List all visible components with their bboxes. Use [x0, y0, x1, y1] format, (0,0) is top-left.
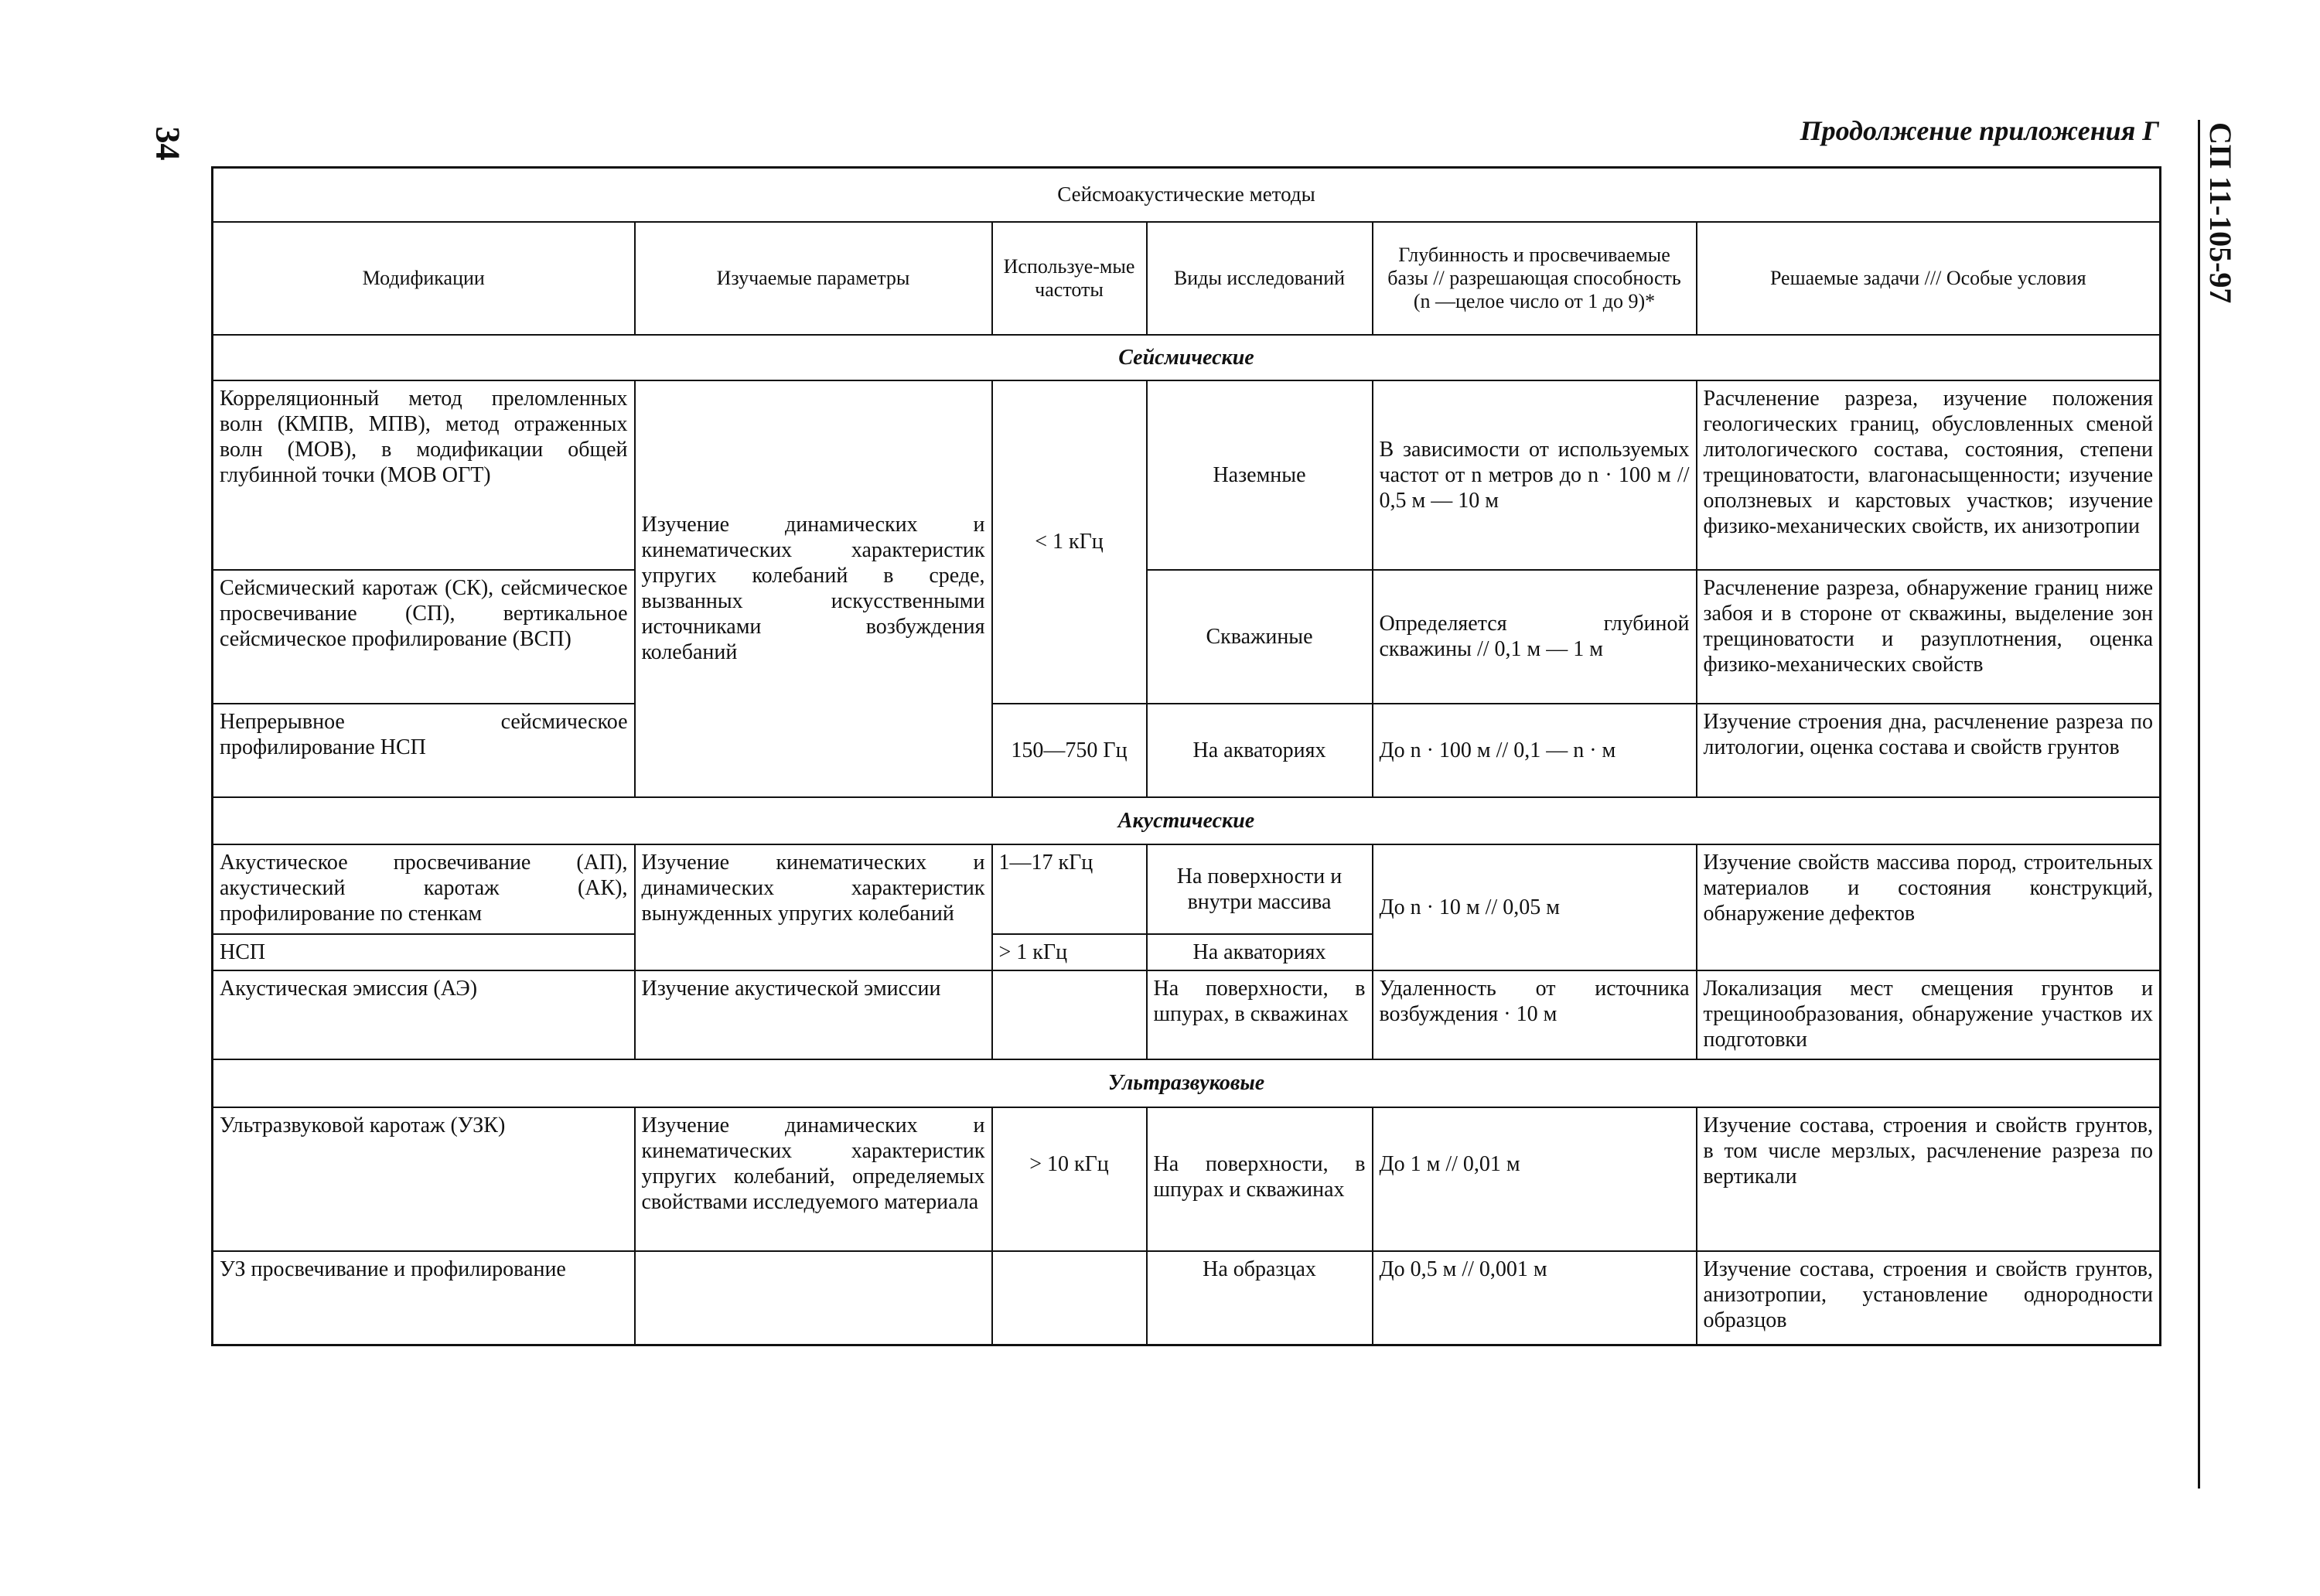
params-cell — [635, 1251, 992, 1345]
table-row — [213, 970, 2161, 1059]
header-cell: Глубинность и просвечиваемые базы // разрешающая способность (n —целое число от 1 до 9)* — [1373, 222, 1697, 335]
modification-cell: Корреляционный метод преломленных волн (КМПВ, МПВ), метод отраженных волн (МОВ), в модификации общей глубинной точки (МОВ ОГТ) — [213, 380, 635, 570]
depth-cell: До 1 м // 0,01 м — [1373, 1107, 1697, 1251]
modification-cell: Акустическое просвечивание (АП), акустический каротаж (АК), профилирование по стенкам — [213, 844, 635, 934]
type-cell: На акваториях — [1147, 934, 1373, 970]
table-row — [213, 1251, 2161, 1345]
table-row — [213, 704, 2161, 797]
freq-cell: > 1 кГц — [992, 934, 1147, 970]
section-title: Сейсмические — [213, 335, 2161, 380]
depth-cell: Определяется глубиной скважины // 0,1 м — 1 м — [1373, 570, 1697, 704]
modification-cell: УЗ просвечивание и профилирование — [213, 1251, 635, 1345]
modification-cell: Сейсмический каротаж (СК), сейсмическое просвечивание (СП), вертикальное сейсмическое профилирование (ВСП) — [213, 570, 635, 704]
params-cell: Изучение динамических и кинематических характеристик упругих колебаний, определяемых свойствами исследуемого материала — [635, 1107, 992, 1251]
table-row — [213, 844, 2161, 934]
tasks-cell: Расчленение разреза, обнаружение границ ниже забоя и в стороне от скважины, выделение зон трещиноватости и разуплотнения, оценка физико-механических свойств — [1697, 570, 2161, 704]
section-title: Акустические — [213, 797, 2161, 844]
params-cell: Изучение динамических и кинематических характеристик упругих колебаний в среде, вызванных искусственными источниками возбуждения колебаний — [635, 380, 992, 797]
depth-cell: В зависимости от используемых частот от n метров до n · 100 м // 0,5 м — 10 м — [1373, 380, 1697, 570]
tasks-cell: Локализация мест смещения грунтов и трещинообразования, обнаружение участков их подготовки — [1697, 970, 2161, 1059]
type-cell: На поверхности и внутри массива — [1147, 844, 1373, 934]
modification-cell: НСП — [213, 934, 635, 970]
freq-cell: 150—750 Гц — [992, 704, 1147, 797]
depth-cell: До n · 10 м // 0,05 м — [1373, 844, 1697, 970]
freq-cell: < 1 кГц — [992, 380, 1147, 704]
modification-cell: Акустическая эмиссия (АЭ) — [213, 970, 635, 1059]
tasks-cell: Изучение строения дна, расчленение разреза по литологии, оценка состава и свойств грунтов — [1697, 704, 2161, 797]
header-cell: Используе-мые частоты — [992, 222, 1147, 335]
tasks-cell: Изучение состава, строения и свойств грунтов, анизотропии, установление однородности образцов — [1697, 1251, 2161, 1345]
type-cell: На поверхности, в шпурах, в скважинах — [1147, 970, 1373, 1059]
params-cell: Изучение кинематических и динамических характеристик вынужденных упругих колебаний — [635, 844, 992, 970]
type-cell: На образцах — [1147, 1251, 1373, 1345]
type-cell: На акваториях — [1147, 704, 1373, 797]
table-row — [213, 380, 2161, 570]
tasks-cell: Изучение свойств массива пород, строительных материалов и состояния конструкций, обнаружение дефектов — [1697, 844, 2161, 970]
type-cell: Наземные — [1147, 380, 1373, 570]
freq-cell: 1—17 кГц — [992, 844, 1147, 934]
freq-cell — [992, 970, 1147, 1059]
section-title: Ультразвуковые — [213, 1059, 2161, 1107]
continuation-label: Продолжение приложения Г — [1800, 115, 2159, 146]
depth-cell: До n · 100 м // 0,1 — n · м — [1373, 704, 1697, 797]
freq-cell: > 10 кГц — [992, 1107, 1147, 1251]
margin-rule — [2198, 120, 2200, 1489]
tasks-cell: Расчленение разреза, изучение положения геологических границ, обусловленных сменой литологического состава, состояния, степени трещиноватости, влагонасыщенности; изучение оползневых и карстовых участков; изучение физико-механических свойств, их анизотропии — [1697, 380, 2161, 570]
modification-cell: Ультразвуковой каротаж (УЗК) — [213, 1107, 635, 1251]
page-number: 34 — [148, 126, 187, 161]
document-id: СП 11-105-97 — [2203, 122, 2238, 304]
header-cell: Виды исследований — [1147, 222, 1373, 335]
depth-cell: До 0,5 м // 0,001 м — [1373, 1251, 1697, 1345]
freq-cell — [992, 1251, 1147, 1345]
params-cell: Изучение акустической эмиссии — [635, 970, 992, 1059]
methods-table — [211, 166, 2161, 1346]
table-row — [213, 1107, 2161, 1251]
header-cell: Модификации — [213, 222, 635, 335]
type-cell: На поверхности, в шпурах и скважинах — [1147, 1107, 1373, 1251]
modification-cell: Непрерывное сейсмическое профилирование НСП — [213, 704, 635, 797]
table-title: Сейсмоакустические методы — [213, 168, 2161, 222]
tasks-cell: Изучение состава, строения и свойств грунтов, в том числе мерзлых, расчленение разреза по вертикали — [1697, 1107, 2161, 1251]
depth-cell: Удаленность от источника возбуждения · 10 м — [1373, 970, 1697, 1059]
type-cell: Скважиные — [1147, 570, 1373, 704]
header-cell: Изучаемые параметры — [635, 222, 992, 335]
header-cell: Решаемые задачи /// Особые условия — [1697, 222, 2161, 335]
table-row — [213, 570, 2161, 704]
